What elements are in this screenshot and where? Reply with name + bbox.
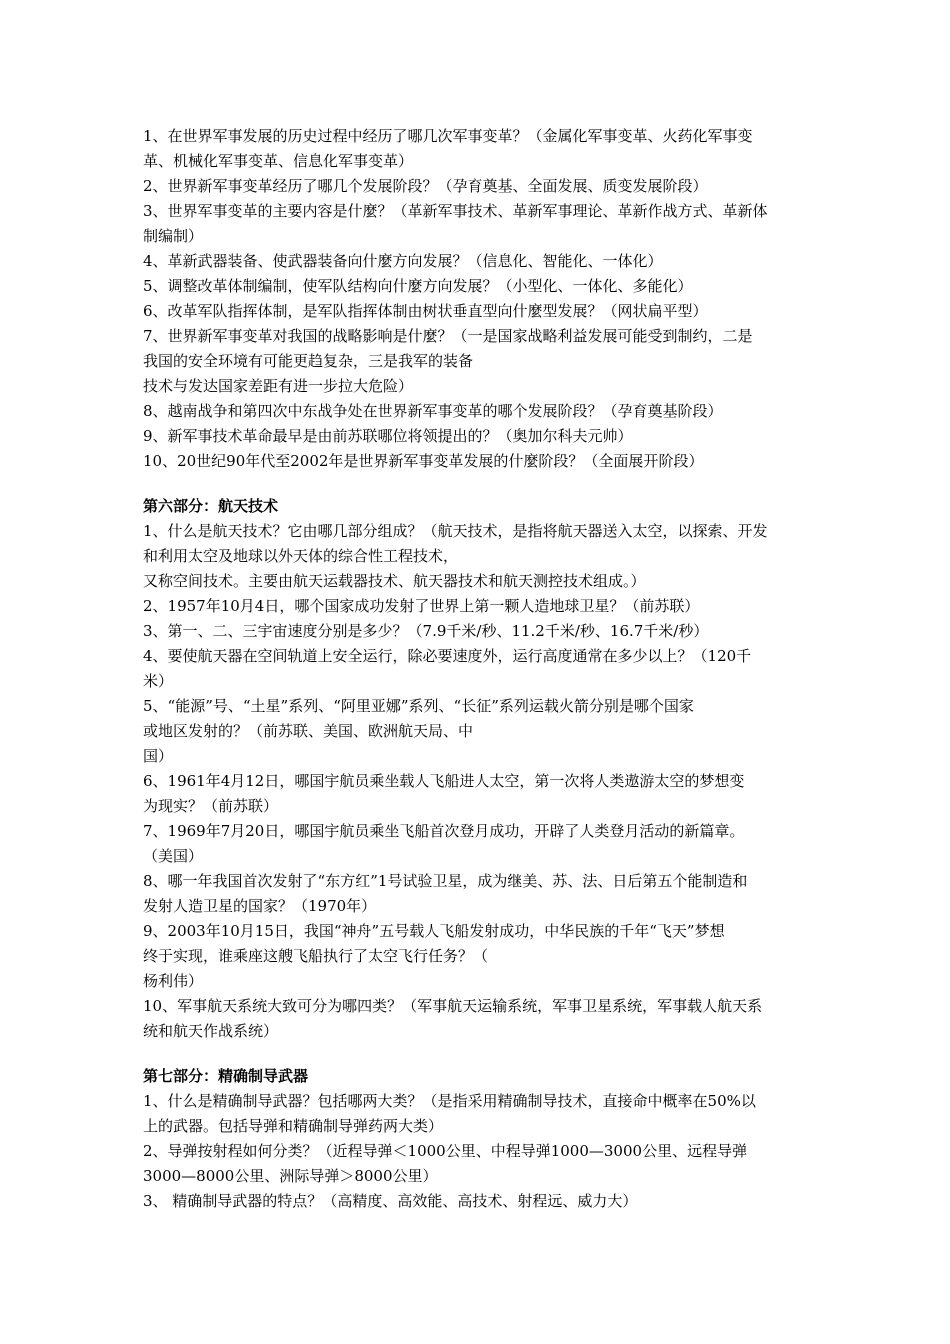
text-line: 3、第一、二、三宇宙速度分别是多少？（7.9千米/秒、11.2千米/秒、16.7千米/秒） [143, 622, 709, 640]
text-line: 10、20世纪90年代至2002年是世界新军事变革发展的什麼阶段？（全面展开阶段） [143, 452, 704, 470]
text-line: 2、导弹按射程如何分类？（近程导弹＜1000公里、中程导弹1000—3000公里、远程导弹 [143, 1142, 748, 1160]
text-line: 2、世界新军事变革经历了哪几个发展阶段？（孕育奠基、全面发展、质变发展阶段） [143, 177, 708, 195]
text-line: 革、机械化军事变革、信息化军事变革） [143, 152, 414, 170]
section-spacer [143, 474, 813, 494]
document-content [143, 124, 813, 1214]
section-heading: 第六部分：航天技术 [143, 497, 279, 515]
text-line: 10、军事航天系统大致可分为哪四类？（军事航天运输系统，军事卫星系统，军事载人航天系 [143, 997, 763, 1015]
text-line: 9、2003年10月15日，我国“神舟”五号载人飞船发射成功，中华民族的千年“飞天”梦想 [143, 922, 725, 940]
text-line: 国） [143, 747, 174, 765]
text-line: 3000—8000公里、洲际导弹＞8000公里） [143, 1167, 438, 1185]
text-line: 为现实？（前苏联） [143, 797, 279, 815]
section-6-block [143, 494, 813, 1044]
text-line: 技术与发达国家差距有进一步拉大危险） [143, 377, 414, 395]
text-line: 上的武器。包括导弹和精确制导弹药两大类） [143, 1117, 444, 1135]
section-7-block [143, 1064, 813, 1214]
text-line: 统和航天作战系统） [143, 1022, 279, 1040]
section-5-block [143, 124, 813, 474]
section-spacer [143, 1044, 813, 1064]
text-line: 制编制） [143, 227, 204, 245]
text-line: 5、调整改革体制编制，使军队结构向什麼方向发展？（小型化、一体化、多能化） [143, 277, 693, 295]
text-line: 3、 精确制导武器的特点？（高精度、高效能、高技术、射程远、威力大） [143, 1192, 638, 1210]
text-line: 1、什么是精确制导武器？包括哪两大类？（是指采用精确制导技术，直接命中概率在50%以 [143, 1092, 756, 1110]
text-line: 或地区发射的？（前苏联、美国、欧洲航天局、中 [143, 722, 474, 740]
text-line: 6、改革军队指挥体制，是军队指挥体制由树状垂直型向什麼型发展？（网状扁平型） [143, 302, 708, 320]
text-line: （美国） [143, 847, 204, 865]
text-line: 5、“能源”号、“土星”系列、“阿里亚娜”系列、“长征”系列运载火箭分别是哪个国家 [143, 697, 694, 715]
section-heading: 第七部分：精确制导武器 [143, 1067, 309, 1085]
text-line: 4、要使航天器在空间轨道上安全运行，除必要速度外，运行高度通常在多少以上？（120千 [143, 647, 752, 665]
text-line: 终于实现，谁乘座这艘飞船执行了太空飞行任务？（ [143, 947, 489, 965]
text-line: 8、越南战争和第四次中东战争处在世界新军事变革的哪个发展阶段？（孕育奠基阶段） [143, 402, 723, 420]
text-line: 4、革新武器装备、使武器装备向什麼方向发展？（信息化、智能化、一体化） [143, 252, 663, 270]
text-line: 9、新军事技术革命最早是由前苏联哪位将领提出的？（奥加尔科夫元帅） [143, 427, 633, 445]
text-line: 1、什么是航天技术？它由哪几部分组成？（航天技术，是指将航天器送入太空，以探索、开发 [143, 522, 768, 540]
text-line: 又称空间技术。主要由航天运载器技术、航天器技术和航天测控技术组成。） [143, 572, 646, 590]
text-line: 杨利伟） [143, 972, 204, 990]
text-line: 1、在世界军事发展的历史过程中经历了哪几次军事变革？（金属化军事变革、火药化军事变 [143, 127, 753, 145]
text-line: 7、世界新军事变革对我国的战略影响是什麼？（一是国家战略利益发展可能受到制约，二是 [143, 327, 753, 345]
text-line: 2、1957年10月4日，哪个国家成功发射了世界上第一颗人造地球卫星？（前苏联） [143, 597, 700, 615]
text-line: 8、哪一年我国首次发射了“东方红”1号试验卫星，成为继美、苏、法、日后第五个能制造和 [143, 872, 748, 890]
text-line: 和利用太空及地球以外天体的综合性工程技术， [143, 547, 459, 565]
text-line: 我国的安全环境有可能更趋复杂，三是我军的装备 [143, 352, 474, 370]
text-line: 3、世界军事变革的主要内容是什麼？（革新军事技术、革新军事理论、革新作战方式、革新体 [143, 202, 768, 220]
text-line: 7、1969年7月20日，哪国宇航员乘坐飞船首次登月成功，开辟了人类登月活动的新篇章。 [143, 822, 745, 840]
text-line: 6、1961年4月12日，哪国宇航员乘坐载人飞船进人太空，第一次将人类遨游太空的梦想变 [143, 772, 745, 790]
text-line: 米） [143, 672, 174, 690]
text-line: 发射人造卫星的国家？（1970年） [143, 897, 377, 915]
